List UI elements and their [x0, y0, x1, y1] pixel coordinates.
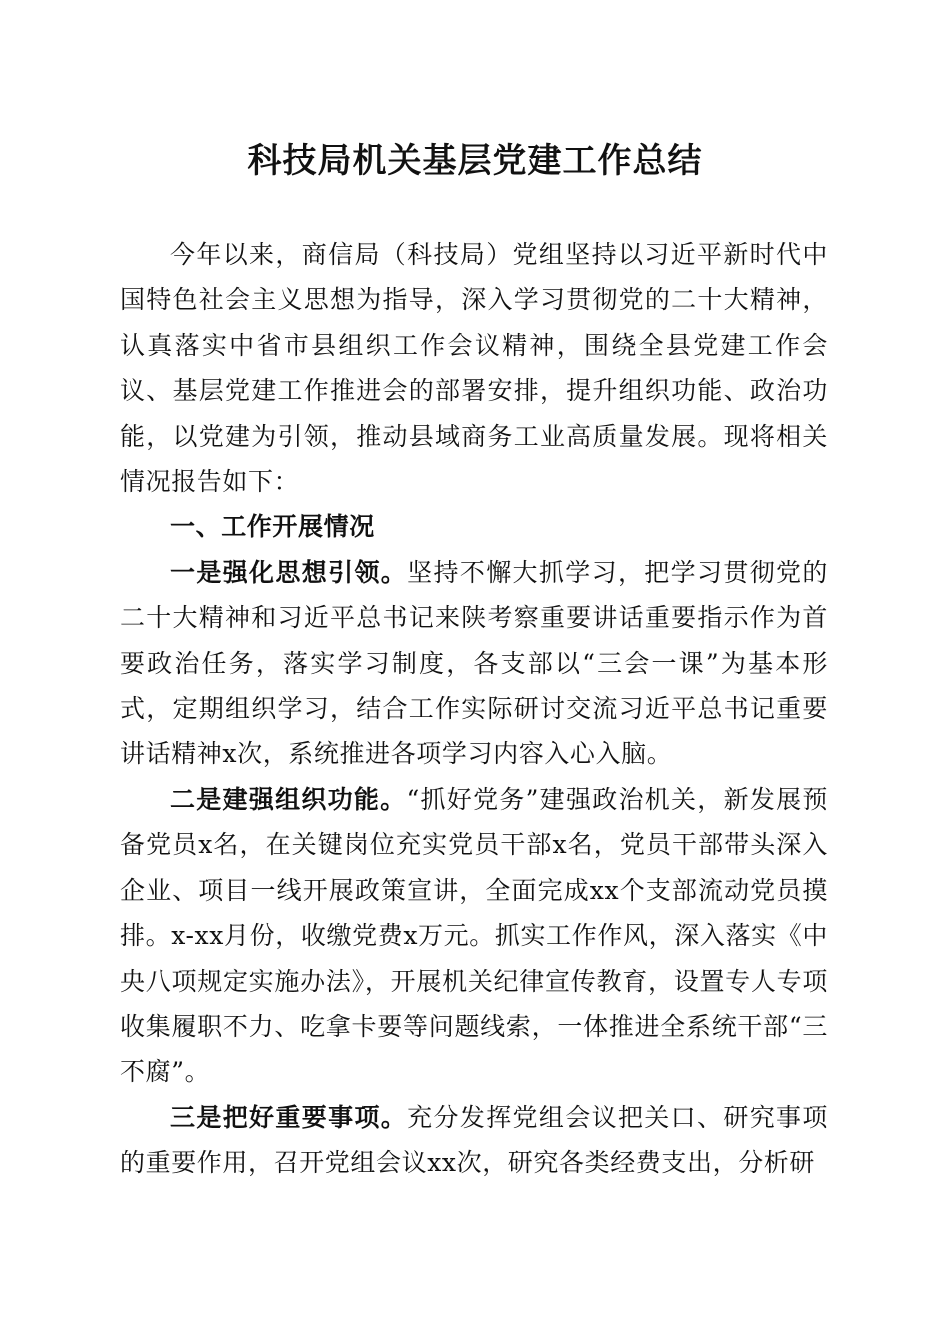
item-lead-1: 一是强化思想引领。: [170, 557, 408, 587]
section-heading: 一、工作开展情况: [170, 512, 375, 542]
intro-paragraph: 今年以来，商信局（科技局）党组坚持以习近平新时代中国特色社会主义思想为指导，深入学习贯彻党的二十大精神，认真落实中省市县组织工作会议精神，围绕全县党建工作会议、基层党建工作推进会的部署安排，提升组织功能、政治功能，以党建为引领，推动县域商务工业高质量发展。现将相关情况报告如下：: [120, 240, 828, 497]
item-paragraph-2: [120, 777, 828, 1095]
item-text-2: “抓好党务”建强政治机关，新发展预备党员x名，在关键岗位充实党员干部x名，党员干部带头深入企业、项目一线开展政策宣讲，全面完成xx个支部流动党员摸排。x-xx月份，收缴党费x万元。抓实工作作风，深入落实《中央八项规定实施办法》，开展机关纪律宣传教育，设置专人专项收集履职不力、吃拿卡要等问题线索，一体推进全系统干部“三不腐”。: [120, 784, 829, 1087]
document-body: [120, 232, 828, 1186]
item-paragraph-1: [120, 550, 828, 777]
item-text-1: 坚持不懈大抓学习，把学习贯彻党的二十大精神和习近平总书记来陕考察重要讲话重要指示作为首要政治任务，落实学习制度，各支部以“三会一课”为基本形式，定期组织学习，结合工作实际研讨交流习近平总书记重要讲话精神x次，系统推进各项学习内容入心入脑。: [120, 557, 828, 769]
item-text-3: 充分发挥党组会议把关口、研究事项的重要作用，召开党组会议xx次，研究各类经费支出，分析研: [120, 1102, 828, 1178]
item-paragraph-3: [120, 1095, 828, 1186]
item-lead-2: 二是建强组织功能。: [170, 784, 407, 814]
item-lead-3: 三是把好重要事项。: [170, 1102, 408, 1132]
document-title: 科技局机关基层党建工作总结: [247, 141, 703, 181]
